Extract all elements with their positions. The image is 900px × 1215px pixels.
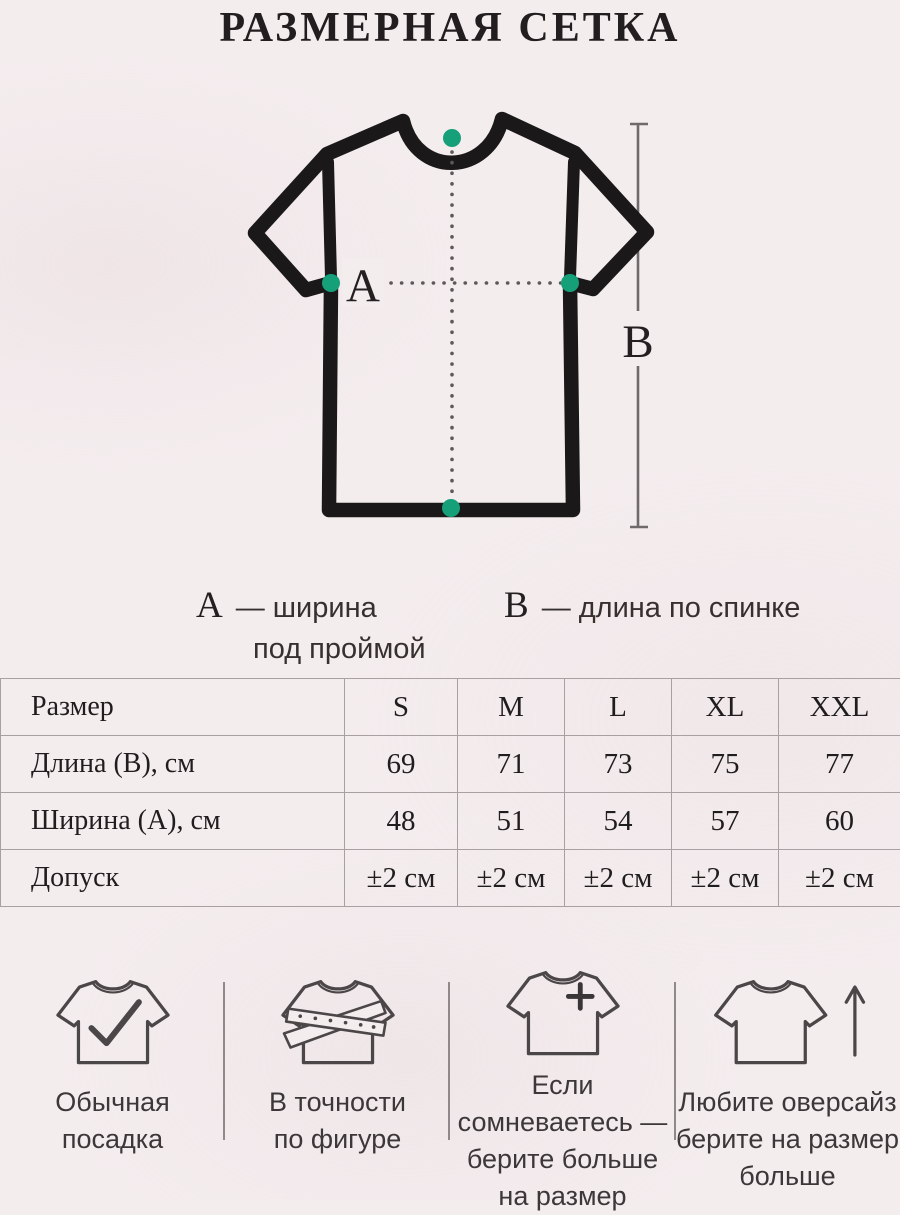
fit-caption: В точности по фигуре [269,1084,406,1158]
tshirt-checkmark-icon [48,973,178,1068]
divider [223,982,225,1140]
size-col-m: M [458,679,565,736]
fit-caption: Любите оверсайз берите на размер больше [676,1084,899,1195]
legend-length: В — длина по спинке [504,586,800,628]
cell: 57 [672,793,779,850]
legend-a-letter: А [196,585,223,626]
cell: 48 [345,793,458,850]
cell: ±2 см [672,850,779,907]
tshirt-plus-icon [498,964,628,1059]
size-header: Размер [1,679,345,736]
cell: 77 [779,736,900,793]
dotted-guides [338,152,562,497]
cell: 71 [458,736,565,793]
fit-item-regular [0,958,225,1200]
fit-caption: Если сомневаетесь — берите больше на размер [450,1067,675,1215]
divider [674,982,676,1140]
fit-guide [0,958,900,1200]
size-col-l: L [565,679,672,736]
row-label: Ширина (А), см [1,793,345,850]
size-col-xxl: XXL [779,679,900,736]
row-label: Допуск [1,850,345,907]
fit-caption: Обычная посадка [55,1084,170,1158]
table-row-tolerance [1,850,900,907]
cell: 73 [565,736,672,793]
tshirt-measuring-tape-icon [273,973,403,1068]
label-a: А [346,260,380,312]
cell: ±2 см [565,850,672,907]
cell: 69 [345,736,458,793]
legend-b-letter: В [504,585,529,626]
size-table [0,678,900,907]
size-col-xl: XL [672,679,779,736]
tshirt-arrow-up-icon [706,973,870,1068]
fit-item-oversize [675,958,900,1200]
cell: ±2 см [345,850,458,907]
size-col-s: S [345,679,458,736]
cell: 75 [672,736,779,793]
legend-width: А — ширина под проймой [196,586,426,669]
label-b: В [622,316,653,368]
row-label: Длина (В), см [1,736,345,793]
fit-item-true-to-size [225,958,450,1200]
cell: ±2 см [458,850,565,907]
cell: ±2 см [779,850,900,907]
divider [448,982,450,1140]
fit-item-size-up-if-unsure [450,958,675,1200]
cell: 60 [779,793,900,850]
tshirt-outline [255,119,647,510]
table-row-length [1,736,900,793]
table-header-row [1,679,900,736]
page-title: РАЗМЕРНАЯ СЕТКА [0,4,900,52]
cell: 54 [565,793,672,850]
table-row-width [1,793,900,850]
cell: 51 [458,793,565,850]
